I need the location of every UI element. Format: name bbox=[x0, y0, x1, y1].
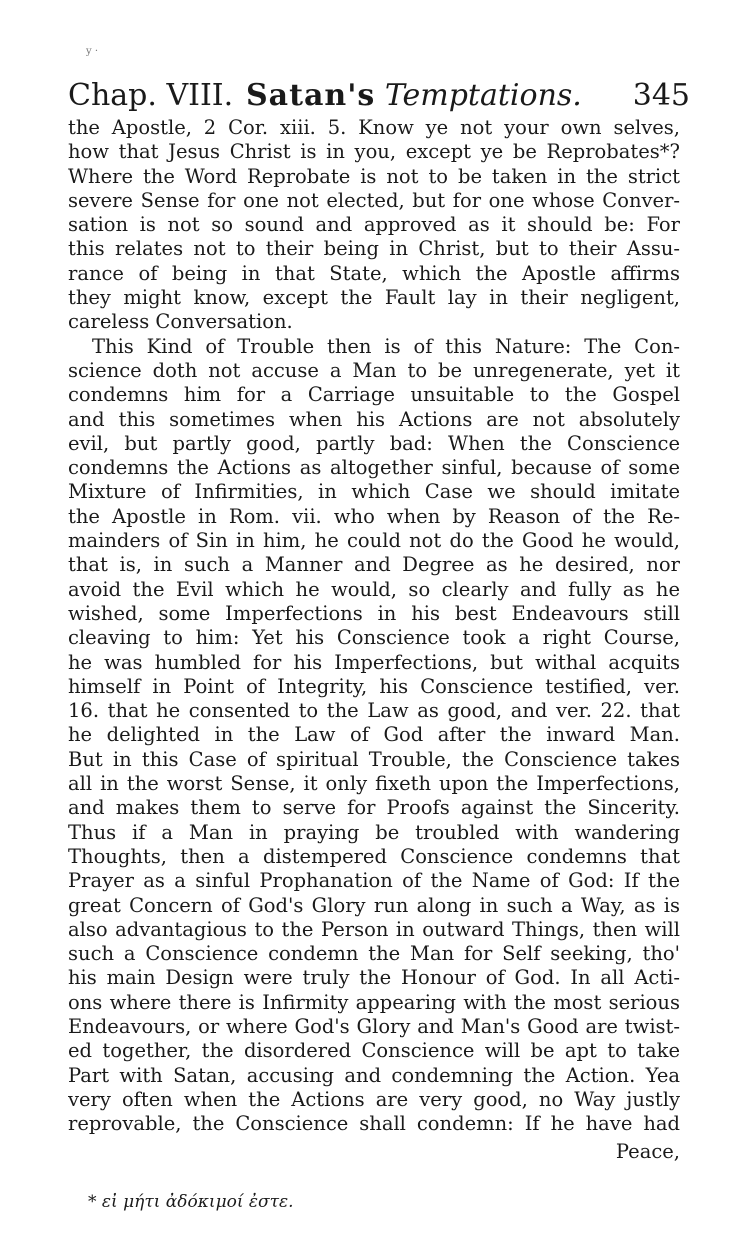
text-line: science doth not accuse a Man to be unregenerate, yet it bbox=[68, 358, 680, 382]
text-line: Endeavours, or where God's Glory and Man's Good are twist- bbox=[68, 1014, 680, 1038]
text-line: also advantagious to the Person in outward Things, then will bbox=[68, 917, 680, 941]
text-line: wished, some Imperfections in his best Endeavours still bbox=[68, 601, 680, 625]
text-line: he was humbled for his Imperfections, but withal acquits bbox=[68, 650, 680, 674]
running-title bbox=[246, 76, 582, 116]
text-line: rance of being in that State, which the Apostle affirms bbox=[68, 261, 680, 285]
text-line: very often when the Actions are very good, no Way justly bbox=[68, 1087, 680, 1111]
text-line: ons where there is Infirmity appearing with the most serious bbox=[68, 990, 680, 1014]
text-line: careless Conversation. bbox=[68, 310, 293, 334]
text-line: Mixture of Infirmities, in which Case we should imitate bbox=[68, 480, 680, 504]
body-text bbox=[68, 116, 680, 1136]
text-line: how that Jesus Christ is in you, except ye be Reprobates*? bbox=[68, 140, 680, 164]
running-title-word-1: Satan's bbox=[246, 78, 376, 113]
text-line: Thus if a Man in praying be troubled with wandering bbox=[68, 820, 680, 844]
text-line: severe Sense for one not elected, but for one whose Conver- bbox=[68, 188, 680, 212]
text-line: and this sometimes when his Actions are not absolutely bbox=[68, 407, 680, 431]
text-line: all in the worst Sense, it only fixeth upon the Imperfections, bbox=[68, 772, 680, 796]
text-line: they might know, except the Fault lay in their negligent, bbox=[68, 286, 680, 310]
text-line: Part with Satan, accusing and condemning the Action. Yea bbox=[68, 1063, 680, 1087]
text-line: himself in Point of Integrity, his Conscience testified, ver. bbox=[68, 674, 680, 698]
text-line: the Apostle, 2 Cor. xiii. 5. Know ye not your own selves, bbox=[68, 116, 680, 139]
text-line: that is, in such a Manner and Degree as he desired, nor bbox=[68, 553, 680, 577]
text-line: condemns him for a Carriage unsuitable to the Gospel bbox=[68, 383, 680, 407]
text-line: ed together, the disordered Conscience will be apt to take bbox=[68, 1039, 680, 1063]
text-line: Prayer as a sinful Prophanation of the Name of God: If the bbox=[68, 869, 680, 893]
text-line: evil, but partly good, partly bad: When the Conscience bbox=[68, 431, 680, 455]
running-head bbox=[68, 76, 690, 116]
text-line: such a Conscience condemn the Man for Self seeking, tho' bbox=[68, 942, 680, 966]
text-line: the Apostle in Rom. vii. who when by Reason of the Re- bbox=[68, 504, 680, 528]
text-line: Thoughts, then a distempered Conscience condemns that bbox=[68, 844, 680, 868]
paragraph-start-line: This Kind of Trouble then is of this Nature: The Con- bbox=[92, 334, 680, 358]
stray-mark: y · bbox=[86, 46, 99, 57]
text-line: cleaving to him: Yet his Conscience took a right Course, bbox=[68, 626, 680, 650]
footnote: * εἰ μήτι ἀδόκιμοί ἐστε. bbox=[88, 1192, 294, 1212]
text-line: great Concern of God's Glory run along in such a Way, as is bbox=[68, 893, 680, 917]
text-line: But in this Case of spiritual Trouble, the Conscience takes bbox=[68, 747, 680, 771]
text-line: avoid the Evil which he would, so clearly and fully as he bbox=[68, 577, 680, 601]
text-line: and makes them to serve for Proofs against the Sincerity. bbox=[68, 796, 680, 820]
text-line: reprovable, the Conscience shall condemn: If he have had bbox=[68, 1112, 680, 1136]
text-line: mainders of Sin in him, he could not do the Good he would, bbox=[68, 529, 680, 553]
text-line: his main Design were truly the Honour of God. In all Acti- bbox=[68, 966, 680, 990]
text-line: condemns the Actions as altogether sinful, because of some bbox=[68, 456, 680, 480]
text-line: this relates not to their being in Christ, but to their Assu- bbox=[68, 237, 680, 261]
chapter-label: Chap. VIII. bbox=[68, 78, 234, 113]
text-line: Where the Word Reprobate is not to be taken in the strict bbox=[68, 164, 680, 188]
text-line: 16. that he consented to the Law as good, and ver. 22. that bbox=[68, 699, 680, 723]
catchword: Peace, bbox=[615, 1140, 680, 1163]
page-number: 345 bbox=[632, 78, 690, 113]
text-line: sation is not so sound and approved as it should be: For bbox=[68, 213, 680, 237]
running-title-word-2: Temptations. bbox=[384, 78, 582, 113]
text-line: he delighted in the Law of God after the inward Man. bbox=[68, 723, 680, 747]
